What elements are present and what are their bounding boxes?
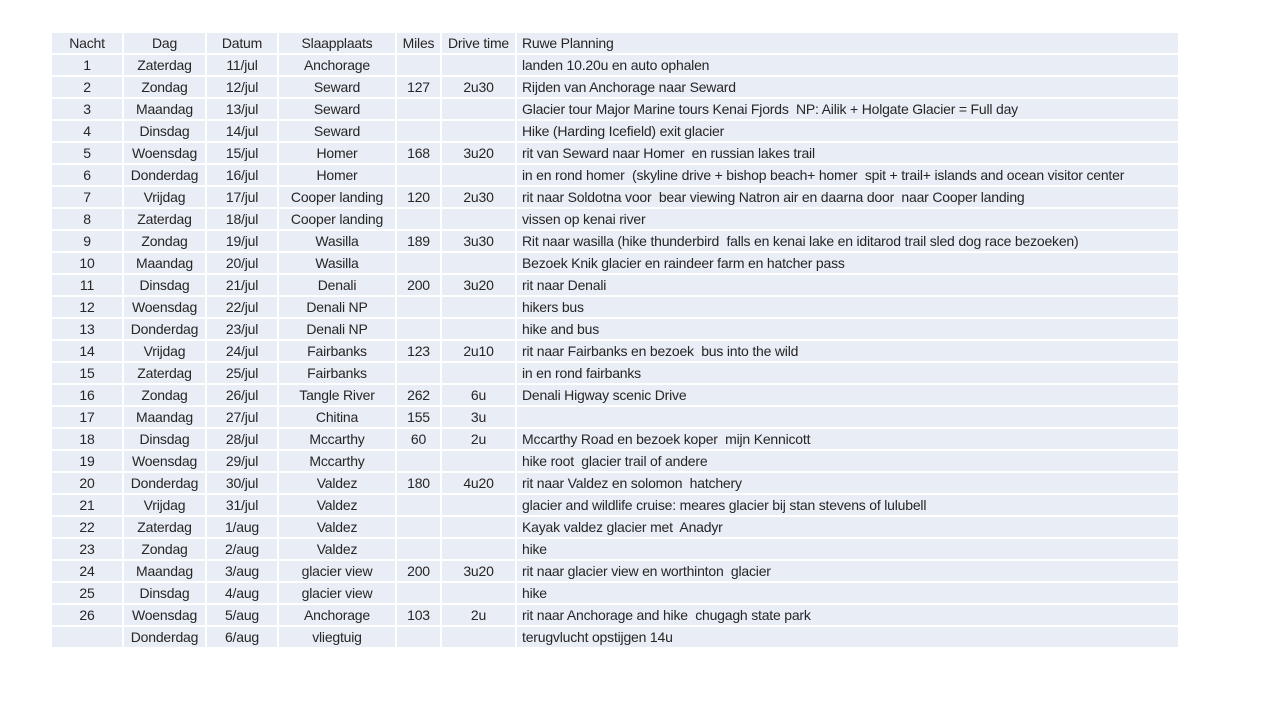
drive-time-cell — [441, 582, 516, 604]
table-body — [51, 54, 1179, 648]
table-row — [51, 120, 1179, 142]
table-row — [51, 274, 1179, 296]
table-row — [51, 208, 1179, 230]
miles-cell — [396, 450, 441, 472]
table-row — [51, 384, 1179, 406]
table-row — [51, 494, 1179, 516]
slaapplaats-cell: Valdez — [278, 494, 396, 516]
table-row — [51, 54, 1179, 76]
dag-cell: Zondag — [123, 538, 206, 560]
drive-time-cell — [441, 494, 516, 516]
miles-cell — [396, 120, 441, 142]
planning-cell: Rit naar wasilla (hike thunderbird falls en kenai lake en iditarod trail sled dog race bezoeken) — [516, 230, 1179, 252]
drive-time-cell: 2u — [441, 604, 516, 626]
slaapplaats-cell: Valdez — [278, 538, 396, 560]
miles-cell — [396, 98, 441, 120]
drive-time-cell — [441, 54, 516, 76]
planning-cell: rit van Seward naar Homer en russian lakes trail — [516, 142, 1179, 164]
miles-cell — [396, 626, 441, 648]
drive-time-cell — [441, 120, 516, 142]
datum-cell: 5/aug — [206, 604, 278, 626]
dag-cell: Donderdag — [123, 164, 206, 186]
planning-cell: Bezoek Knik glacier en raindeer farm en hatcher pass — [516, 252, 1179, 274]
datum-cell: 21/jul — [206, 274, 278, 296]
column-header-datum: Datum — [206, 32, 278, 54]
drive-time-cell — [441, 450, 516, 472]
dag-cell: Vrijdag — [123, 494, 206, 516]
dag-cell: Dinsdag — [123, 120, 206, 142]
nacht-cell: 18 — [51, 428, 123, 450]
drive-time-cell: 4u20 — [441, 472, 516, 494]
table-row — [51, 626, 1179, 648]
table-row — [51, 252, 1179, 274]
slaapplaats-cell: glacier view — [278, 582, 396, 604]
slaapplaats-cell: Cooper landing — [278, 186, 396, 208]
datum-cell: 29/jul — [206, 450, 278, 472]
miles-cell: 200 — [396, 560, 441, 582]
datum-cell: 16/jul — [206, 164, 278, 186]
drive-time-cell: 3u — [441, 406, 516, 428]
table-row — [51, 230, 1179, 252]
dag-cell: Zondag — [123, 230, 206, 252]
miles-cell: 200 — [396, 274, 441, 296]
planning-cell: rit naar Soldotna voor bear viewing Natron air en daarna door naar Cooper landing — [516, 186, 1179, 208]
planning-cell: hike root glacier trail of andere — [516, 450, 1179, 472]
miles-cell — [396, 54, 441, 76]
miles-cell — [396, 538, 441, 560]
dag-cell: Vrijdag — [123, 340, 206, 362]
miles-cell: 262 — [396, 384, 441, 406]
planning-cell — [516, 406, 1179, 428]
column-header-ruwe-planning: Ruwe Planning — [516, 32, 1179, 54]
miles-cell — [396, 362, 441, 384]
dag-cell: Zaterdag — [123, 54, 206, 76]
column-header-slaapplaats: Slaapplaats — [278, 32, 396, 54]
dag-cell: Maandag — [123, 98, 206, 120]
dag-cell: Woensdag — [123, 450, 206, 472]
slaapplaats-cell: Seward — [278, 76, 396, 98]
miles-cell: 123 — [396, 340, 441, 362]
nacht-cell: 10 — [51, 252, 123, 274]
datum-cell: 30/jul — [206, 472, 278, 494]
nacht-cell: 22 — [51, 516, 123, 538]
planning-cell: rit naar glacier view en worthinton glacier — [516, 560, 1179, 582]
slaapplaats-cell: Fairbanks — [278, 340, 396, 362]
table-row — [51, 164, 1179, 186]
datum-cell: 4/aug — [206, 582, 278, 604]
table-row — [51, 582, 1179, 604]
nacht-cell: 6 — [51, 164, 123, 186]
table-row — [51, 406, 1179, 428]
planning-cell: Kayak valdez glacier met Anadyr — [516, 516, 1179, 538]
datum-cell: 15/jul — [206, 142, 278, 164]
dag-cell: Zaterdag — [123, 208, 206, 230]
datum-cell: 2/aug — [206, 538, 278, 560]
table-row — [51, 318, 1179, 340]
slaapplaats-cell: Valdez — [278, 516, 396, 538]
nacht-cell: 7 — [51, 186, 123, 208]
table-row — [51, 450, 1179, 472]
table-row — [51, 516, 1179, 538]
nacht-cell: 5 — [51, 142, 123, 164]
datum-cell: 25/jul — [206, 362, 278, 384]
slaapplaats-cell: Wasilla — [278, 230, 396, 252]
datum-cell: 3/aug — [206, 560, 278, 582]
dag-cell: Dinsdag — [123, 582, 206, 604]
drive-time-cell — [441, 626, 516, 648]
planning-cell: hikers bus — [516, 296, 1179, 318]
column-header-drive-time: Drive time — [441, 32, 516, 54]
dag-cell: Zaterdag — [123, 516, 206, 538]
nacht-cell: 2 — [51, 76, 123, 98]
miles-cell — [396, 516, 441, 538]
drive-time-cell: 6u — [441, 384, 516, 406]
slaapplaats-cell: glacier view — [278, 560, 396, 582]
drive-time-cell — [441, 538, 516, 560]
planning-cell: rit naar Valdez en solomon hatchery — [516, 472, 1179, 494]
table-row — [51, 538, 1179, 560]
datum-cell: 6/aug — [206, 626, 278, 648]
dag-cell: Donderdag — [123, 318, 206, 340]
planning-cell: hike — [516, 538, 1179, 560]
slaapplaats-cell: Wasilla — [278, 252, 396, 274]
miles-cell: 189 — [396, 230, 441, 252]
miles-cell — [396, 494, 441, 516]
drive-time-cell — [441, 296, 516, 318]
datum-cell: 26/jul — [206, 384, 278, 406]
slaapplaats-cell: Cooper landing — [278, 208, 396, 230]
planning-cell: rit naar Anchorage and hike chugagh state park — [516, 604, 1179, 626]
nacht-cell — [51, 626, 123, 648]
table-row — [51, 296, 1179, 318]
dag-cell: Donderdag — [123, 472, 206, 494]
nacht-cell: 15 — [51, 362, 123, 384]
miles-cell — [396, 252, 441, 274]
drive-time-cell — [441, 318, 516, 340]
planning-cell: glacier and wildlife cruise: meares glacier bij stan stevens of lulubell — [516, 494, 1179, 516]
nacht-cell: 1 — [51, 54, 123, 76]
itinerary-table — [50, 31, 1180, 649]
datum-cell: 19/jul — [206, 230, 278, 252]
planning-cell: vissen op kenai river — [516, 208, 1179, 230]
slaapplaats-cell: Anchorage — [278, 604, 396, 626]
drive-time-cell: 2u10 — [441, 340, 516, 362]
planning-cell: Hike (Harding Icefield) exit glacier — [516, 120, 1179, 142]
miles-cell: 168 — [396, 142, 441, 164]
dag-cell: Donderdag — [123, 626, 206, 648]
table-row — [51, 472, 1179, 494]
drive-time-cell — [441, 98, 516, 120]
datum-cell: 14/jul — [206, 120, 278, 142]
dag-cell: Woensdag — [123, 604, 206, 626]
datum-cell: 12/jul — [206, 76, 278, 98]
dag-cell: Woensdag — [123, 296, 206, 318]
table-row — [51, 142, 1179, 164]
miles-cell: 180 — [396, 472, 441, 494]
datum-cell: 1/aug — [206, 516, 278, 538]
slaapplaats-cell: Denali NP — [278, 318, 396, 340]
table-row — [51, 186, 1179, 208]
drive-time-cell — [441, 208, 516, 230]
miles-cell: 103 — [396, 604, 441, 626]
miles-cell: 60 — [396, 428, 441, 450]
nacht-cell: 3 — [51, 98, 123, 120]
miles-cell: 127 — [396, 76, 441, 98]
nacht-cell: 19 — [51, 450, 123, 472]
planning-cell: Glacier tour Major Marine tours Kenai Fjords NP: Ailik + Holgate Glacier = Full day — [516, 98, 1179, 120]
slaapplaats-cell: Denali — [278, 274, 396, 296]
datum-cell: 17/jul — [206, 186, 278, 208]
table-row — [51, 76, 1179, 98]
dag-cell: Woensdag — [123, 142, 206, 164]
miles-cell — [396, 582, 441, 604]
nacht-cell: 8 — [51, 208, 123, 230]
drive-time-cell: 3u20 — [441, 560, 516, 582]
planning-cell: hike — [516, 582, 1179, 604]
header-row — [51, 32, 1179, 54]
dag-cell: Dinsdag — [123, 274, 206, 296]
drive-time-cell: 3u20 — [441, 142, 516, 164]
planning-cell: hike and bus — [516, 318, 1179, 340]
datum-cell: 27/jul — [206, 406, 278, 428]
slaapplaats-cell: vliegtuig — [278, 626, 396, 648]
dag-cell: Zondag — [123, 76, 206, 98]
miles-cell — [396, 318, 441, 340]
miles-cell — [396, 296, 441, 318]
dag-cell: Vrijdag — [123, 186, 206, 208]
drive-time-cell: 2u30 — [441, 76, 516, 98]
column-header-miles: Miles — [396, 32, 441, 54]
slaapplaats-cell: Denali NP — [278, 296, 396, 318]
datum-cell: 28/jul — [206, 428, 278, 450]
planning-cell: rit naar Fairbanks en bezoek bus into the wild — [516, 340, 1179, 362]
slaapplaats-cell: Homer — [278, 164, 396, 186]
miles-cell: 120 — [396, 186, 441, 208]
nacht-cell: 25 — [51, 582, 123, 604]
planning-cell: rit naar Denali — [516, 274, 1179, 296]
datum-cell: 31/jul — [206, 494, 278, 516]
table-row — [51, 340, 1179, 362]
nacht-cell: 16 — [51, 384, 123, 406]
nacht-cell: 12 — [51, 296, 123, 318]
slaapplaats-cell: Fairbanks — [278, 362, 396, 384]
miles-cell: 155 — [396, 406, 441, 428]
drive-time-cell: 3u30 — [441, 230, 516, 252]
dag-cell: Zaterdag — [123, 362, 206, 384]
dag-cell: Maandag — [123, 560, 206, 582]
drive-time-cell: 2u30 — [441, 186, 516, 208]
nacht-cell: 9 — [51, 230, 123, 252]
column-header-nacht: Nacht — [51, 32, 123, 54]
planning-cell: Rijden van Anchorage naar Seward — [516, 76, 1179, 98]
drive-time-cell: 3u20 — [441, 274, 516, 296]
miles-cell — [396, 164, 441, 186]
dag-cell: Maandag — [123, 406, 206, 428]
nacht-cell: 20 — [51, 472, 123, 494]
slaapplaats-cell: Mccarthy — [278, 450, 396, 472]
slaapplaats-cell: Seward — [278, 120, 396, 142]
slaapplaats-cell: Homer — [278, 142, 396, 164]
nacht-cell: 13 — [51, 318, 123, 340]
slaapplaats-cell: Tangle River — [278, 384, 396, 406]
datum-cell: 22/jul — [206, 296, 278, 318]
table-row — [51, 560, 1179, 582]
planning-cell: terugvlucht opstijgen 14u — [516, 626, 1179, 648]
nacht-cell: 14 — [51, 340, 123, 362]
table-row — [51, 362, 1179, 384]
datum-cell: 24/jul — [206, 340, 278, 362]
dag-cell: Maandag — [123, 252, 206, 274]
datum-cell: 20/jul — [206, 252, 278, 274]
nacht-cell: 11 — [51, 274, 123, 296]
slaapplaats-cell: Seward — [278, 98, 396, 120]
slaapplaats-cell: Mccarthy — [278, 428, 396, 450]
nacht-cell: 24 — [51, 560, 123, 582]
drive-time-cell — [441, 164, 516, 186]
miles-cell — [396, 208, 441, 230]
table-row — [51, 428, 1179, 450]
dag-cell: Zondag — [123, 384, 206, 406]
planning-cell: in en rond fairbanks — [516, 362, 1179, 384]
drive-time-cell: 2u — [441, 428, 516, 450]
column-header-dag: Dag — [123, 32, 206, 54]
slaapplaats-cell: Chitina — [278, 406, 396, 428]
planning-cell: Denali Higway scenic Drive — [516, 384, 1179, 406]
drive-time-cell — [441, 516, 516, 538]
planning-cell: Mccarthy Road en bezoek koper mijn Kennicott — [516, 428, 1179, 450]
nacht-cell: 17 — [51, 406, 123, 428]
drive-time-cell — [441, 252, 516, 274]
drive-time-cell — [441, 362, 516, 384]
planning-cell: in en rond homer (skyline drive + bishop beach+ homer spit + trail+ islands and ocean visitor center — [516, 164, 1179, 186]
dag-cell: Dinsdag — [123, 428, 206, 450]
nacht-cell: 23 — [51, 538, 123, 560]
datum-cell: 13/jul — [206, 98, 278, 120]
nacht-cell: 4 — [51, 120, 123, 142]
datum-cell: 23/jul — [206, 318, 278, 340]
slaapplaats-cell: Anchorage — [278, 54, 396, 76]
slaapplaats-cell: Valdez — [278, 472, 396, 494]
datum-cell: 18/jul — [206, 208, 278, 230]
table-row — [51, 98, 1179, 120]
planning-cell: landen 10.20u en auto ophalen — [516, 54, 1179, 76]
nacht-cell: 26 — [51, 604, 123, 626]
datum-cell: 11/jul — [206, 54, 278, 76]
table-row — [51, 604, 1179, 626]
nacht-cell: 21 — [51, 494, 123, 516]
